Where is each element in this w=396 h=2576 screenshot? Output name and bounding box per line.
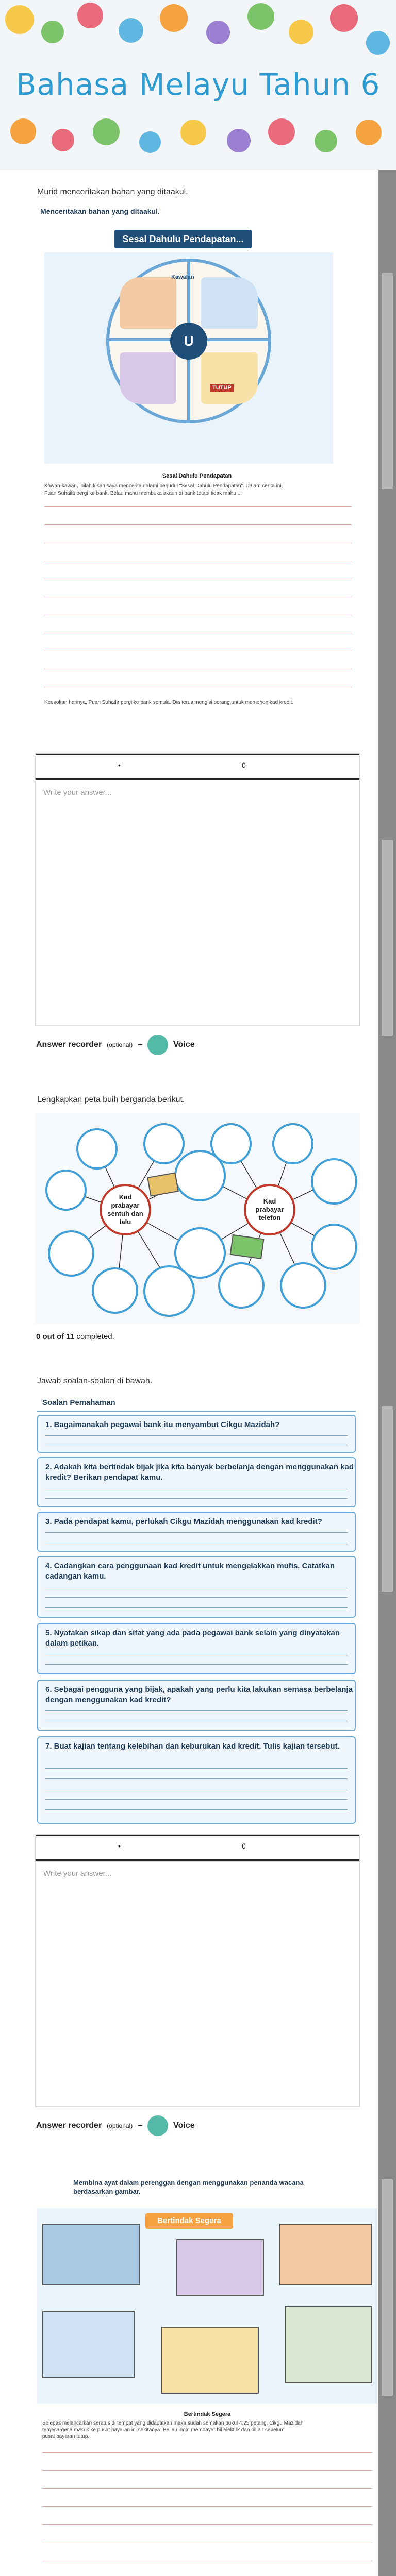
outer-bubble[interactable] bbox=[48, 1230, 94, 1277]
outer-bubble[interactable] bbox=[210, 1123, 252, 1164]
story-panel bbox=[161, 2327, 259, 2394]
voice-label: Voice bbox=[173, 1040, 195, 1049]
voice-label: Voice bbox=[173, 2121, 195, 2130]
closed-sign: TUTUP bbox=[210, 384, 234, 392]
story-illustration bbox=[44, 252, 333, 464]
outer-bubble[interactable] bbox=[92, 1267, 138, 1314]
answer-textarea[interactable] bbox=[36, 1861, 359, 2107]
cartoon-sticker bbox=[268, 118, 295, 145]
cartoon-sticker bbox=[41, 21, 64, 43]
answer-recorder: Answer recorder (optional) – Voice bbox=[36, 1035, 195, 1055]
cartoon-sticker bbox=[180, 120, 206, 145]
questions-header bbox=[37, 1394, 356, 1412]
right-scroll-strip bbox=[378, 170, 396, 2576]
progress-count: 0 out of 11 bbox=[36, 1332, 75, 1341]
question-card: 2. Adakah kita bertindak bijak jika kita banyak berbelanja dengan menggunakan kad kredit? Berikan pendapat kamu. bbox=[37, 1457, 356, 1507]
record-button[interactable] bbox=[147, 1035, 168, 1055]
question-card: 1. Bagaimanakah pegawai bank itu menyambut Cikgu Mazidah? bbox=[37, 1415, 356, 1453]
double-bubble-map bbox=[35, 1113, 360, 1324]
cartoon-sticker bbox=[119, 18, 143, 43]
cartoon-sticker bbox=[315, 130, 337, 152]
story-line: pusat bayaran tutup. bbox=[42, 2434, 90, 2439]
outer-bubble[interactable] bbox=[143, 1123, 185, 1164]
section4-worksheet bbox=[37, 2174, 377, 2576]
outer-bubble[interactable] bbox=[218, 1262, 265, 1309]
question-card: 7. Buat kajian tentang kelebihan dan keburukan kad kredit. Tulis kajian tersebut. bbox=[37, 1736, 356, 1824]
comic-wheel bbox=[106, 259, 271, 423]
story-line: Selepas melancarkan seratus di tempat yang didapatkan maka sudah semakan pukul 4.25 petang. Cikgu Mazidah bbox=[42, 2420, 304, 2426]
story-panel bbox=[42, 2224, 140, 2285]
outer-bubble[interactable] bbox=[76, 1128, 118, 1170]
answer-textarea[interactable] bbox=[36, 781, 359, 1026]
answer-placeholder: Write your answer... bbox=[43, 1869, 112, 1878]
story-ending: Keesokan harinya, Puan Suhaila pergi ke bank semula. Dia terus mengisi borang untuk memohon kad kredit. bbox=[44, 700, 294, 705]
cartoon-sticker bbox=[93, 118, 120, 145]
phone-card-image bbox=[230, 1234, 265, 1259]
story-panel bbox=[285, 2306, 372, 2383]
outer-bubble[interactable] bbox=[272, 1123, 314, 1164]
worksheet-label: Menceritakan bahan yang ditaakul. bbox=[40, 207, 160, 215]
story-panel bbox=[279, 2224, 372, 2285]
section1-worksheet bbox=[37, 205, 357, 736]
sign-label: Kawalan bbox=[171, 274, 194, 280]
cartoon-sticker bbox=[5, 5, 34, 34]
cartoon-sticker bbox=[248, 3, 274, 30]
toolbar-bullet-button[interactable]: • bbox=[118, 1842, 121, 1850]
cartoon-sticker bbox=[160, 4, 188, 32]
section4-instruction: Membina ayat dalam perenggan dengan menggunakan penanda wacana berdasarkan gambar. bbox=[73, 2179, 304, 2195]
story-panel bbox=[42, 2311, 135, 2378]
bank-logo: U bbox=[170, 323, 207, 360]
cartoon-sticker bbox=[77, 3, 103, 28]
cartoon-sticker bbox=[10, 118, 36, 144]
toolbar-counter: 0 bbox=[242, 761, 246, 769]
section1-instruction: Murid menceritakan bahan yang ditaakul. bbox=[37, 188, 188, 196]
story-panel bbox=[176, 2239, 264, 2296]
story-title: Bertindak Segera bbox=[184, 2411, 231, 2417]
answer-placeholder: Write your answer... bbox=[43, 788, 112, 797]
picture-sequence bbox=[37, 2208, 377, 2404]
outer-bubble[interactable] bbox=[311, 1158, 357, 1205]
cartoon-sticker bbox=[330, 4, 358, 32]
story-line: Puan Suhaila pergi ke bank. Belau mahu membuka akaun di bank tetapi tidak mahu ... bbox=[44, 490, 242, 496]
left-center-bubble: Kad prabayar sentuh dan lalu bbox=[100, 1184, 151, 1235]
progress-status: 0 out of 11 completed. bbox=[36, 1332, 114, 1341]
section2-instruction: Lengkapkan peta buih berganda berikut. bbox=[37, 1095, 185, 1104]
outer-bubble[interactable] bbox=[45, 1170, 87, 1211]
story-badge: Bertindak Segera bbox=[145, 2213, 233, 2229]
right-center-bubble: Kad prabayar telefon bbox=[244, 1184, 295, 1235]
story-title: Sesal Dahulu Pendapatan bbox=[162, 473, 232, 479]
header-banner bbox=[0, 0, 396, 170]
answer-box bbox=[35, 1834, 360, 2107]
answer-recorder: Answer recorder (optional) – Voice bbox=[36, 2115, 195, 2136]
cartoon-sticker bbox=[206, 21, 230, 44]
question-card: 5. Nyatakan sikap dan sifat yang ada pada pegawai bank selain yang dinyatakan dalam petikan. bbox=[37, 1623, 356, 1674]
cartoon-sticker bbox=[366, 31, 390, 55]
outer-bubble[interactable] bbox=[143, 1265, 195, 1317]
record-button[interactable] bbox=[147, 2115, 168, 2136]
cartoon-sticker bbox=[289, 20, 314, 44]
cartoon-sticker bbox=[139, 131, 161, 153]
question-card: 4. Cadangkan cara penggunaan kad kredit untuk mengelakkan mufis. Catatkan cadangan kamu. bbox=[37, 1556, 356, 1618]
question-card: 3. Pada pendapat kamu, perlukah Cikgu Mazidah menggunakan kad kredit? bbox=[37, 1512, 356, 1552]
toolbar-bullet-button[interactable]: • bbox=[118, 761, 121, 769]
story-line: tergesa-gesa masuk ke pusat bayaran ini sekiranya. Beliau ingin membayar bil elektrik dan bil air sebelum bbox=[42, 2427, 285, 2433]
picture-title: Sesal Dahulu Pendapatan... bbox=[114, 230, 252, 248]
questions-title: Soalan Pemahaman bbox=[42, 1398, 116, 1407]
question-card: 6. Sebagai pengguna yang bijak, apakah yang perlu kita lakukan semasa berbelanja dengan menggunakan kad kredit? bbox=[37, 1680, 356, 1731]
story-line: Kawan-kawan, inilah kisah saya mencerita dalami berjudul "Sesal Dahulu Pendapatan". Dalam cerita ini, bbox=[44, 483, 283, 489]
cartoon-sticker bbox=[52, 129, 74, 151]
answer-box bbox=[35, 753, 360, 1026]
cartoon-sticker bbox=[227, 129, 251, 152]
outer-bubble[interactable] bbox=[280, 1262, 326, 1309]
toolbar-counter: 0 bbox=[242, 1842, 246, 1850]
outer-bubble[interactable] bbox=[311, 1224, 357, 1270]
cartoon-sticker bbox=[356, 120, 382, 145]
section3-instruction: Jawab soalan-soalan di bawah. bbox=[37, 1377, 153, 1385]
page-title: Bahasa Melayu Tahun 6 bbox=[15, 67, 381, 102]
